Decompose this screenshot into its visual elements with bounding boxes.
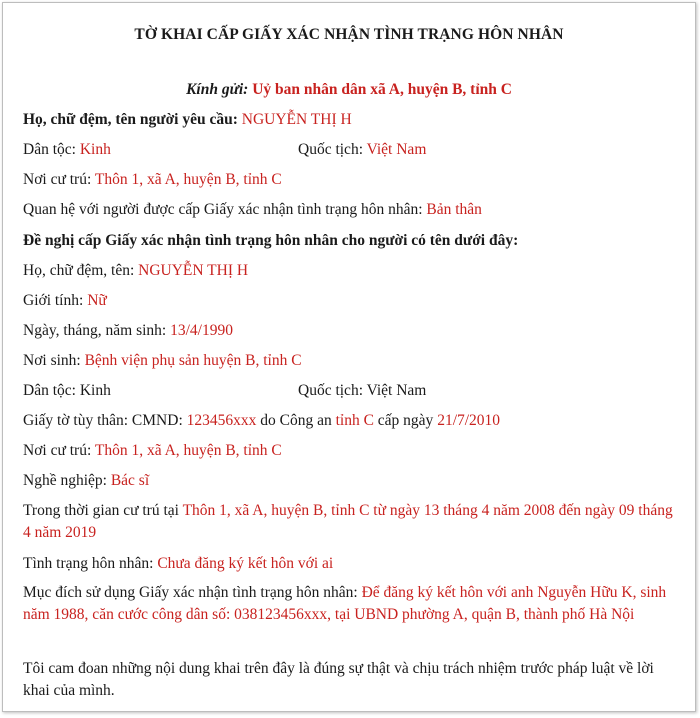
subject-occupation-line — [23, 471, 681, 491]
subject-residence-label: Nơi cư trú: — [23, 442, 92, 459]
subject-ethnicity-line — [23, 381, 681, 401]
subject-id-number: 123456xxx — [186, 412, 257, 429]
subject-id-date-value: 21/7/2010 — [437, 412, 501, 429]
marital-status-label: Tình trạng hôn nhân: — [23, 555, 154, 572]
subject-nationality: Quốc tịch: Việt Nam — [298, 382, 427, 399]
recipient-value: Uỷ ban nhân dân xã A, huyện B, tỉnh C — [252, 81, 512, 98]
subject-residence-value: Thôn 1, xã A, huyện B, tỉnh C — [94, 442, 282, 459]
subject-id-issuer-text: do Công an — [260, 412, 332, 429]
requester-ethnicity-line — [23, 140, 681, 160]
recipient-line — [3, 80, 695, 100]
subject-gender-label: Giới tính: — [23, 292, 84, 309]
relationship-line — [23, 200, 681, 220]
requester-residence-value: Thôn 1, xã A, huyện B, tỉnh C — [94, 171, 282, 188]
purpose-value: Để đăng ký kết hôn với anh Nguyễn Hữu K, sinh năm 1988, căn cước công dân số: 038123456xxx, tại UBND phường A, quận B, thành phố Hà Nội — [23, 584, 667, 623]
purpose-label: Mục đích sử dụng Giấy xác nhận tình trạng hôn nhân: — [23, 584, 358, 601]
requester-nationality-value: Việt Nam — [366, 141, 427, 158]
residence-period-label: Trong thời gian cư trú tại — [23, 502, 179, 519]
subject-gender-value: Nữ — [87, 292, 107, 309]
subject-dob-label: Ngày, tháng, năm sinh: — [23, 322, 167, 339]
subject-name-label: Họ, chữ đệm, tên: — [23, 262, 135, 279]
relationship-label: Quan hệ với người được cấp Giấy xác nhận tình trạng hôn nhân: — [23, 201, 423, 218]
subject-occupation-label: Nghề nghiệp: — [23, 472, 107, 489]
marital-status-value: Chưa đăng ký kết hôn với ai — [157, 555, 334, 572]
subject-name-value: NGUYỄN THỊ H — [138, 262, 249, 279]
relationship-value: Bản thân — [426, 201, 482, 218]
requester-ethnicity-label: Dân tộc: — [23, 141, 76, 158]
marital-status-line — [23, 554, 681, 574]
requester-name-label: Họ, chữ đệm, tên người yêu cầu: — [23, 111, 238, 128]
form-title: TỜ KHAI CẤP GIẤY XÁC NHẬN TÌNH TRẠNG HÔN NHÂN — [134, 26, 564, 43]
recipient-label: Kính gửi: — [186, 81, 249, 98]
declaration-form — [2, 2, 696, 712]
request-heading: Đề nghị cấp Giấy xác nhận tình trạng hôn nhân cho người có tên dưới đây: — [23, 232, 519, 249]
purpose-paragraph — [23, 582, 681, 626]
requester-residence-line — [23, 170, 681, 190]
requester-nationality-label: Quốc tịch: — [298, 141, 363, 158]
residence-period-value: Thôn 1, xã A, huyện B, tỉnh C từ ngày 13 tháng 4 năm 2008 đến ngày 09 tháng 4 năm 2019 — [23, 502, 673, 541]
requester-name-line — [23, 110, 681, 130]
subject-dob-value: 13/4/1990 — [170, 322, 233, 339]
subject-birthplace-value: Bệnh viện phụ sản huyện B, tỉnh C — [84, 352, 302, 369]
subject-dob-line — [23, 321, 681, 341]
subject-gender-line — [23, 291, 681, 311]
requester-ethnicity-value: Kinh — [79, 141, 111, 158]
requester-residence-label: Nơi cư trú: — [23, 171, 92, 188]
subject-name-line — [23, 261, 681, 281]
subject-id-issuer-value: tỉnh C — [335, 412, 374, 429]
subject-birthplace-line — [23, 351, 681, 371]
declaration-paragraph: Tôi cam đoan những nội dung khai trên đây là đúng sự thật và chịu trách nhiệm trước pháp luật về lời khai của mình. — [23, 660, 654, 699]
residence-period-paragraph — [23, 500, 681, 544]
subject-occupation-value: Bác sĩ — [110, 472, 150, 489]
subject-residence-line — [23, 441, 681, 461]
subject-id-label: Giấy tờ tùy thân: CMND: — [23, 412, 183, 429]
requester-nationality — [298, 140, 426, 160]
subject-ethnicity: Dân tộc: Kinh — [23, 382, 111, 399]
requester-name-value: NGUYỄN THỊ H — [241, 111, 352, 128]
subject-id-line — [23, 411, 681, 431]
subject-id-date-text: cấp ngày — [377, 412, 434, 429]
subject-birthplace-label: Nơi sinh: — [23, 352, 81, 369]
